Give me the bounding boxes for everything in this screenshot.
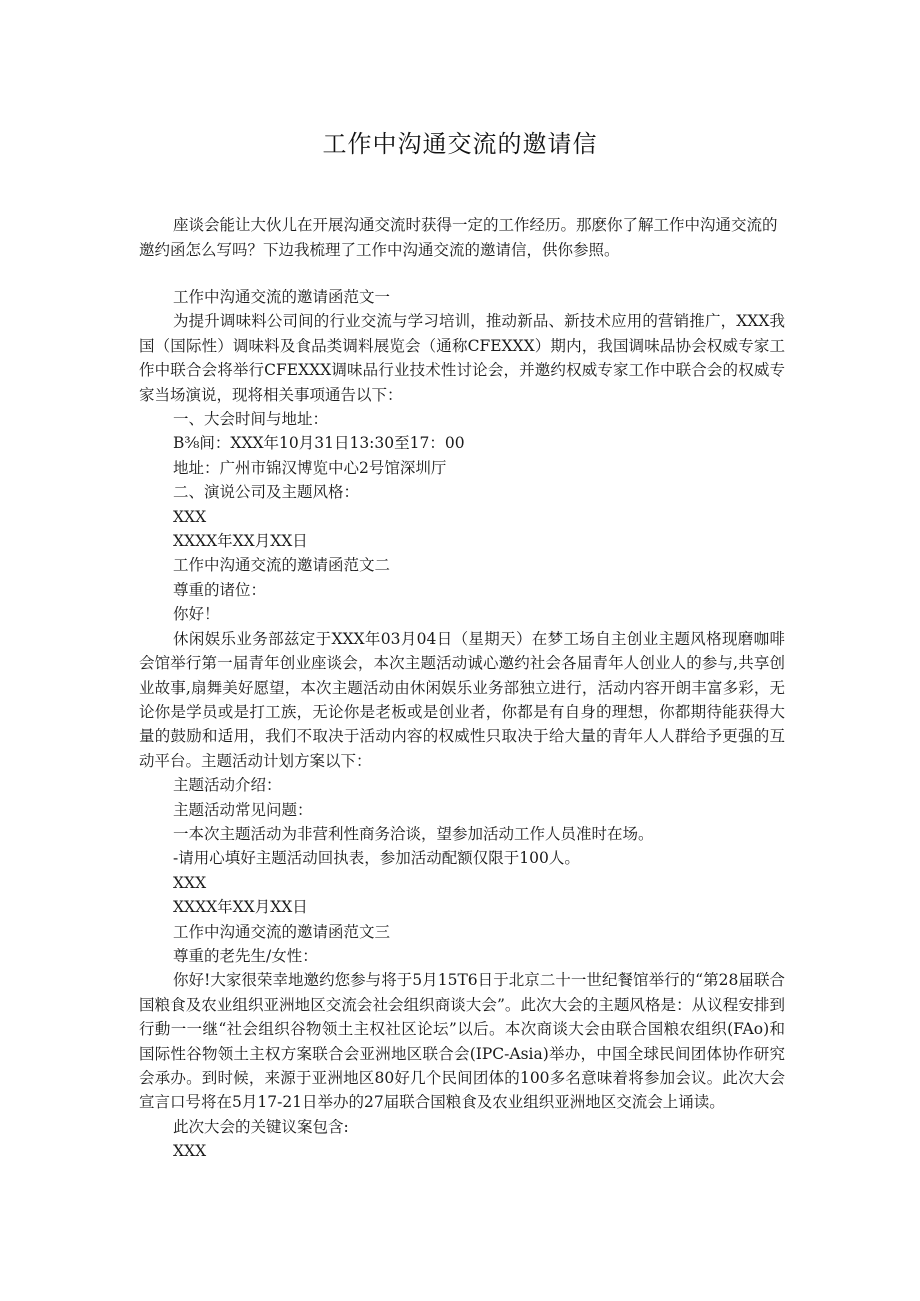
- list-heading: 此次大会的关键议案包含:: [173, 1117, 349, 1136]
- document-body: [139, 285, 785, 1164]
- list-heading: 二、演说公司及主题风格：: [173, 483, 360, 502]
- list-heading: 一、大会时间与地址：: [173, 410, 329, 429]
- date-line: XXXX年XX月XX日: [173, 898, 308, 917]
- salutation: 尊重的老先生/女性：: [173, 946, 318, 965]
- body-paragraph: 为提升调味料公司间的行业交流与学习培训，推动新品、新技术应用的营销推广，XXX我国（国际性）调味料及食品类调料展览会（通称CFEXXX）期内，我国调味品协会权威专家工作中联合会将举行CFEXXX调味品行业技术性讨论会，并邀约权威专家工作中联合会的权威专家当场演说，现将相关事项通告以下：: [139, 312, 785, 404]
- body-paragraph: 你好!大家很荣幸地邀约您参与将于5月15T6日于北京二十一世纪餐馆举行的“第28届联合国粮食及农业组织亚洲地区交流会社会组织商谈大会”。此次大会的主题风格是：从议程安排到行動一一继“社会组织谷物领土主权社区论坛”以后。本次商谈大会由联合国粮农组织(FAo)和国际性谷物领土主权方案联合会亚洲地区联合会(IPC-Asia)举办，中国全球民间团体协作研究会承办。到时候，来源于亚洲地区80好几个民间团体的100多名意味着将参加会议。此次大会宣言口号将在5月17-21日举办的27届联合国粮食及农业组织亚洲地区交流会上诵读。: [139, 971, 785, 1112]
- section-heading-1: 工作中沟通交流的邀请函范文一: [173, 288, 391, 306]
- date-line: XXXX年XX月XX日: [173, 532, 308, 551]
- greeting: 你好！: [173, 605, 220, 624]
- section-heading-2: 工作中沟通交流的邀请函范文二: [173, 556, 391, 575]
- event-time: B⅜间：XXX年10月31日13:30至17：00: [173, 434, 465, 453]
- section-heading-3: 工作中沟通交流的邀请函范文三: [173, 922, 391, 941]
- document-title: 工作中沟通交流的邀请信: [322, 130, 598, 158]
- signature: XXX: [173, 873, 207, 892]
- list-heading: 主题活动常见问题：: [173, 800, 313, 819]
- salutation: 尊重的诸位：: [173, 580, 267, 599]
- list-item: -请用心填好主题活动回执表，参加活动配额仅限于100人。: [173, 849, 580, 868]
- event-address: 地址：广州市锦汉博览中心2号馆深圳厅: [173, 458, 447, 477]
- signature: XXX: [173, 1142, 207, 1161]
- list-heading: 主题活动介绍：: [173, 776, 282, 795]
- list-item: 一本次主题活动为非营利性商务洽谈，望参加活动工作人员准时在场。: [173, 824, 654, 843]
- signature: XXX: [173, 507, 207, 526]
- intro-paragraph: 座谈会能让大伙儿在开展沟通交流时获得一定的工作经历。那麽你了解工作中沟通交流的邀约函怎么写吗？下边我梳理了工作中沟通交流的邀请信，供你参照。: [139, 216, 778, 259]
- body-paragraph: 休闲娱乐业务部兹定于XXX年03月04日（星期天）在梦工场自主创业主题风格现磨咖啡会馆举行第一届青年创业座谈会，本次主题活动诚心邀约社会各届青年人创业人的参与,共享创业故事,扇舞美好愿望，本次主题活动由休闲娱乐业务部独立进行，活动内容开朗丰富多彩，无论你是学员或是打工族，无论你是老板或是创业者，你都是有自身的理想，你都期待能获得大量的鼓励和适用，我们不取决于活动内容的权威性只取决于给大量的青年人人群给予更强的互动平台。主题活动计划方案以下：: [139, 629, 785, 770]
